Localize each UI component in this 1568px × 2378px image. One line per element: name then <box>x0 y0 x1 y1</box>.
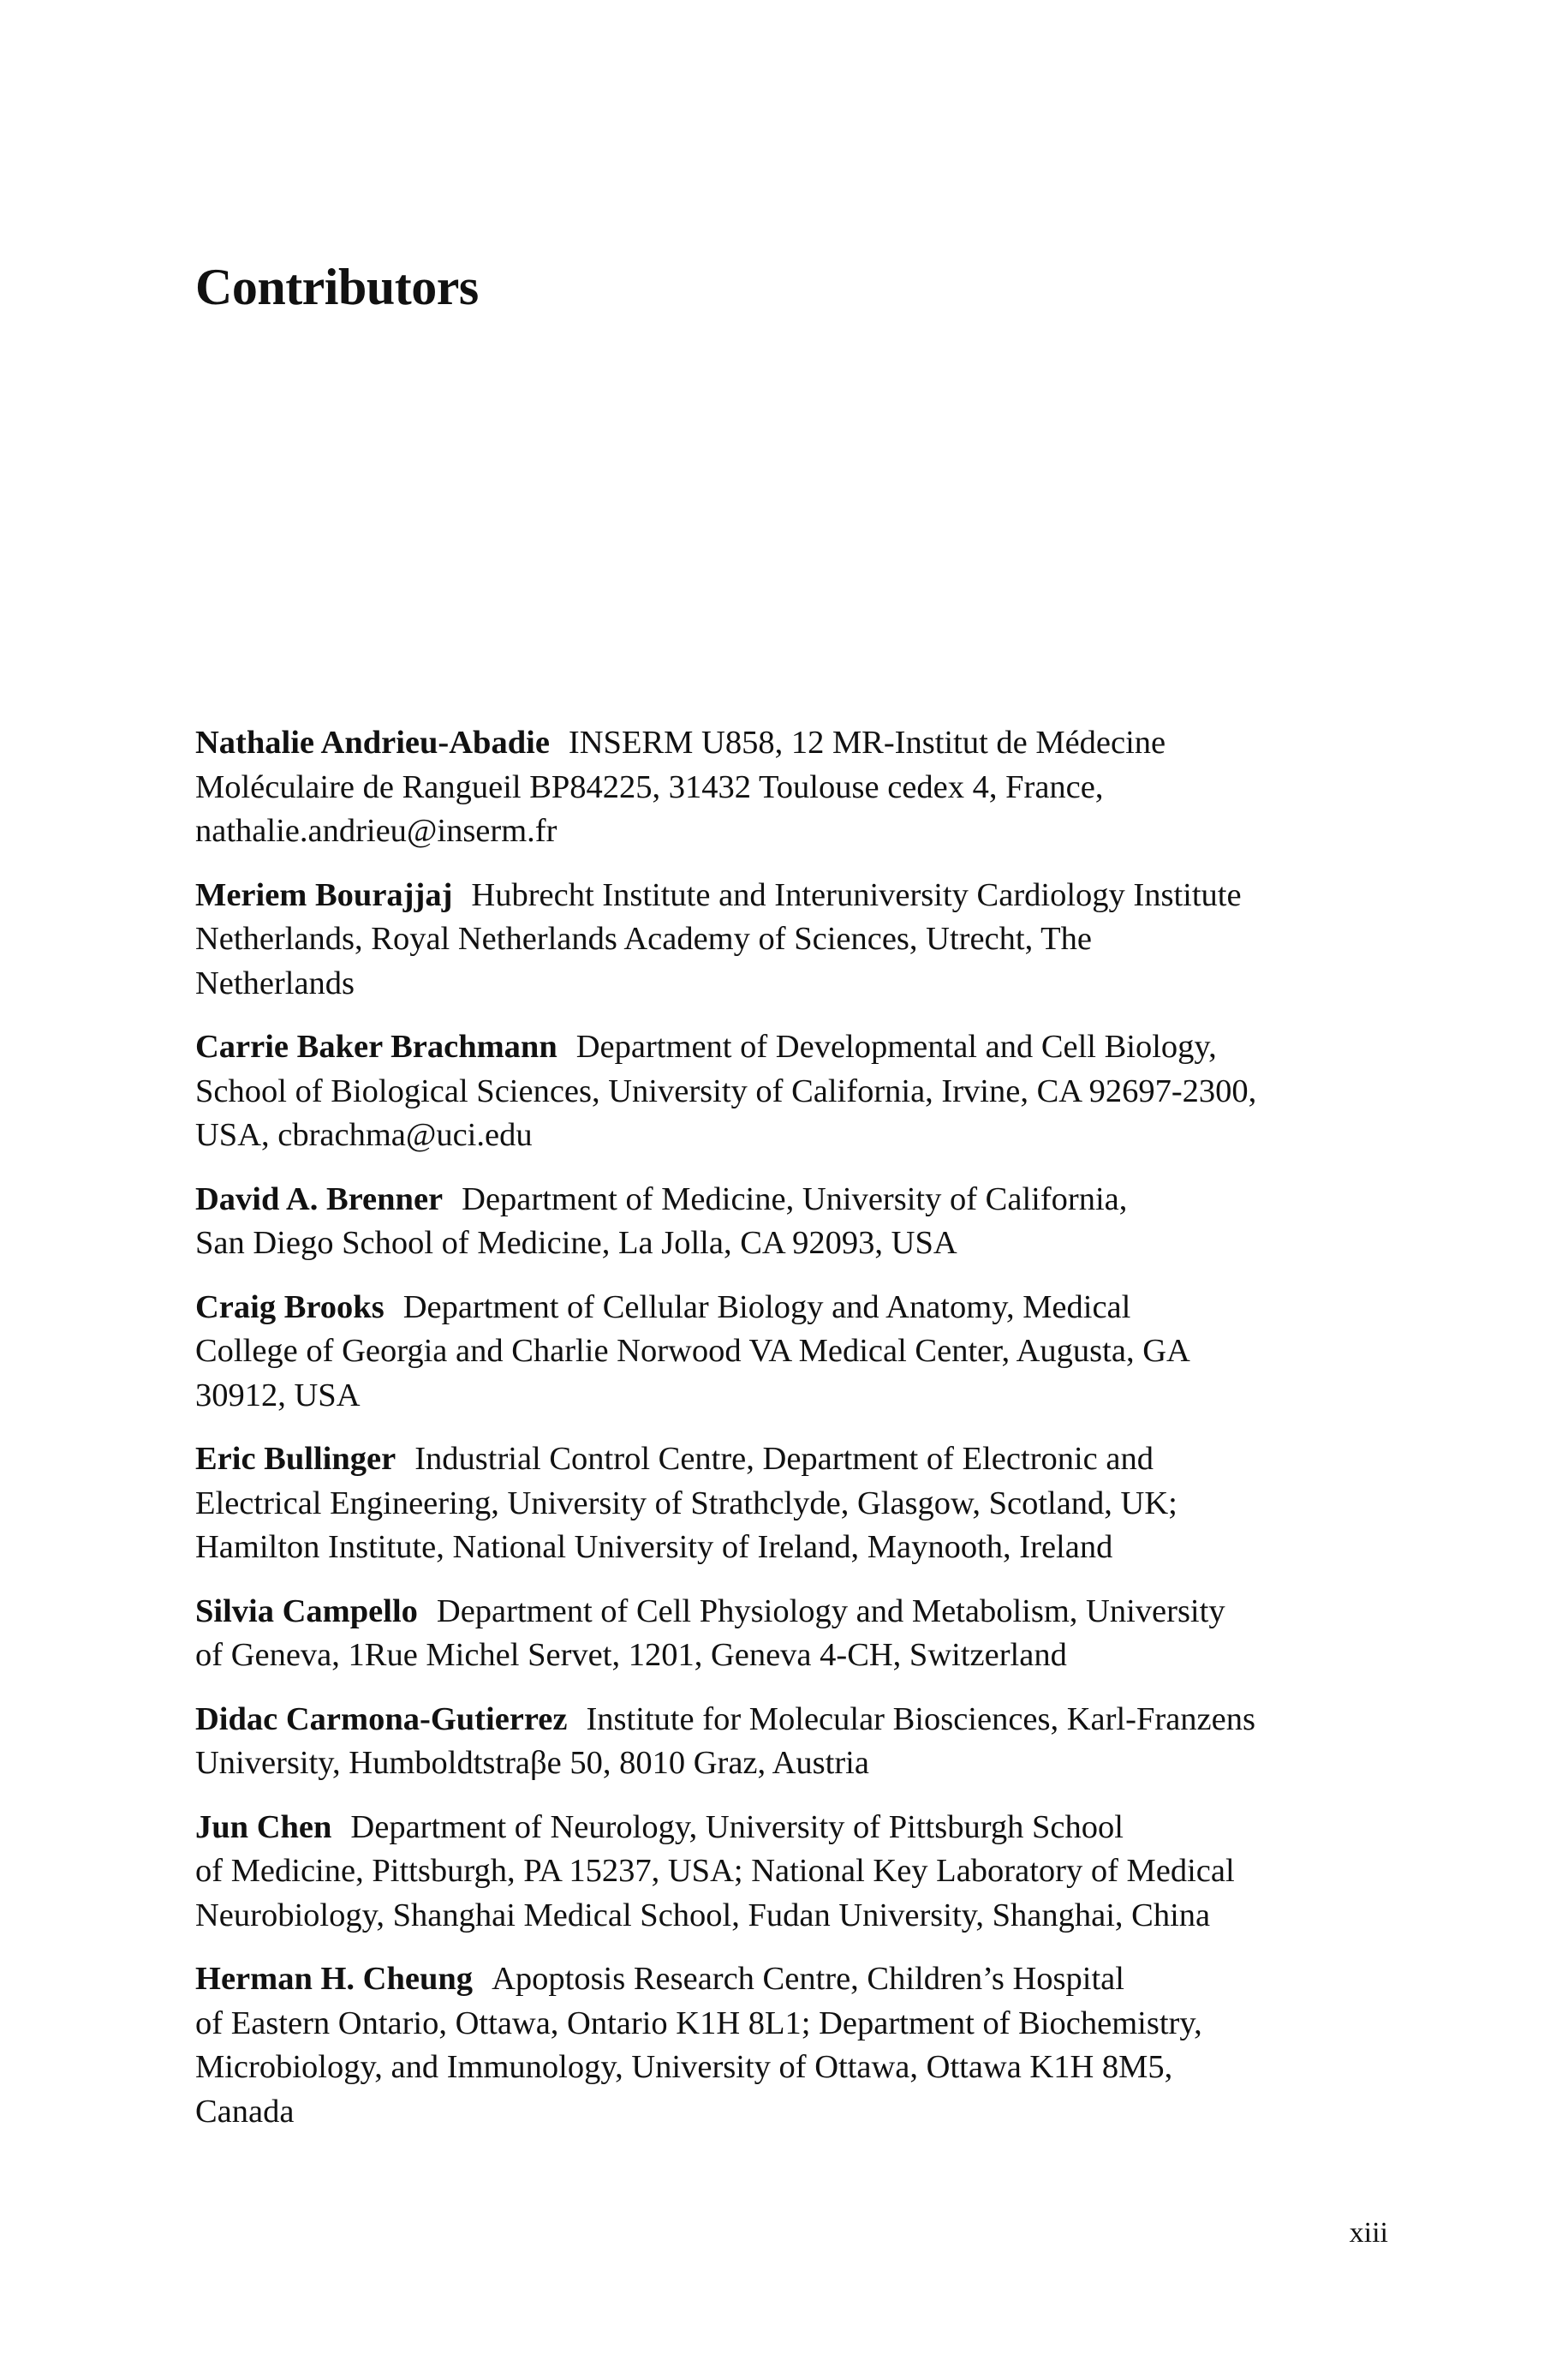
affiliation-line: University, Humboldtstraβe 50, 8010 Graz, Austria <box>195 1745 869 1781</box>
affiliation-line: Electrical Engineering, University of Strathclyde, Glasgow, Scotland, UK; <box>195 1485 1177 1521</box>
contributor-name: Silvia Campello <box>195 1592 418 1629</box>
affiliation-line: Department of Neurology, University of Pittsburgh School <box>350 1808 1124 1845</box>
contributors-list <box>195 721 1398 2154</box>
affiliation-line: Apoptosis Research Centre, Children’s Hospital <box>492 1961 1124 1997</box>
affiliation-line: Netherlands <box>195 965 355 1001</box>
contributor-name: Craig Brooks <box>195 1288 385 1325</box>
contributor-name: Carrie Baker Brachmann <box>195 1029 557 1065</box>
affiliation-line: Department of Cell Physiology and Metabolism, University <box>436 1592 1225 1629</box>
affiliation-line: 30912, USA <box>195 1377 361 1413</box>
page-title: Contributors <box>195 259 479 315</box>
affiliation-line: College of Georgia and Charlie Norwood VA Medical Center, Augusta, GA <box>195 1333 1190 1369</box>
contributor-name: Herman H. Cheung <box>195 1961 474 1997</box>
contributor-name: Eric Bullinger <box>195 1441 396 1477</box>
affiliation-line: Department of Medicine, University of California, <box>462 1180 1128 1217</box>
contributor-entry <box>195 1590 1398 1678</box>
contributor-name: Didac Carmona-Gutierrez <box>195 1700 568 1737</box>
contributor-entry <box>195 1437 1398 1570</box>
affiliation-line: of Medicine, Pittsburgh, PA 15237, USA; National Key Laboratory of Medical <box>195 1853 1235 1889</box>
contributor-name: David A. Brenner <box>195 1180 444 1217</box>
contributor-first-line <box>195 1698 1398 1742</box>
affiliation-line: Hamilton Institute, National University of Ireland, Maynooth, Ireland <box>195 1529 1113 1565</box>
contributor-first-line <box>195 1806 1398 1850</box>
contributor-entry <box>195 1957 1398 2134</box>
affiliation-line: Institute for Molecular Biosciences, Karl-Franzens <box>586 1700 1255 1737</box>
affiliation-line: Department of Cellular Biology and Anatomy, Medical <box>402 1288 1131 1325</box>
contributor-first-line <box>195 1437 1398 1482</box>
affiliation-line: of Geneva, 1Rue Michel Servet, 1201, Geneva 4-CH, Switzerland <box>195 1637 1067 1673</box>
contributor-entry <box>195 1286 1398 1419</box>
affiliation-line: Netherlands, Royal Netherlands Academy of Sciences, Utrecht, The <box>195 921 1093 957</box>
affiliation-line: Neurobiology, Shanghai Medical School, Fudan University, Shanghai, China <box>195 1897 1211 1933</box>
affiliation-line: INSERM U858, 12 MR-Institut de Médecine <box>568 725 1166 761</box>
affiliation-line: Microbiology, and Immunology, University of Ottawa, Ottawa K1H 8M5, <box>195 2049 1173 2085</box>
contributor-name: Meriem Bourajjaj <box>195 876 453 913</box>
affiliation-line: School of Biological Sciences, University of California, Irvine, CA 92697-2300, <box>195 1072 1257 1109</box>
contributor-entry <box>195 874 1398 1007</box>
contributor-first-line <box>195 721 1398 766</box>
affiliation-line: San Diego School of Medicine, La Jolla, CA 92093, USA <box>195 1225 957 1261</box>
contributor-first-line <box>195 1025 1398 1070</box>
affiliation-line: Department of Developmental and Cell Biology, <box>575 1029 1217 1065</box>
page-number: xiii <box>1349 2217 1388 2249</box>
contributor-entry <box>195 1178 1398 1266</box>
contributor-name: Nathalie Andrieu-Abadie <box>195 725 550 761</box>
affiliation-line: Moléculaire de Rangueil BP84225, 31432 Toulouse cedex 4, France, <box>195 768 1104 805</box>
affiliation-line: Industrial Control Centre, Department of Electronic and <box>414 1441 1154 1477</box>
contributor-first-line <box>195 1957 1398 2002</box>
contributor-entry <box>195 1806 1398 1939</box>
contributor-entry <box>195 1025 1398 1158</box>
affiliation-line: Hubrecht Institute and Interuniversity Cardiology Institute <box>471 876 1242 913</box>
contributor-first-line <box>195 1178 1398 1222</box>
contributor-name: Jun Chen <box>195 1808 332 1845</box>
contributor-entry <box>195 721 1398 854</box>
affiliation-line: of Eastern Ontario, Ottawa, Ontario K1H 8L1; Department of Biochemistry, <box>195 2005 1202 2041</box>
contributor-first-line <box>195 1590 1398 1634</box>
contributor-entry <box>195 1698 1398 1786</box>
contributor-first-line <box>195 1286 1398 1330</box>
contributor-first-line <box>195 874 1398 918</box>
affiliation-line: Canada <box>195 2093 295 2130</box>
contributor-email: nathalie.andrieu@inserm.fr <box>195 813 557 849</box>
contributor-email: USA, cbrachma@uci.edu <box>195 1117 533 1153</box>
